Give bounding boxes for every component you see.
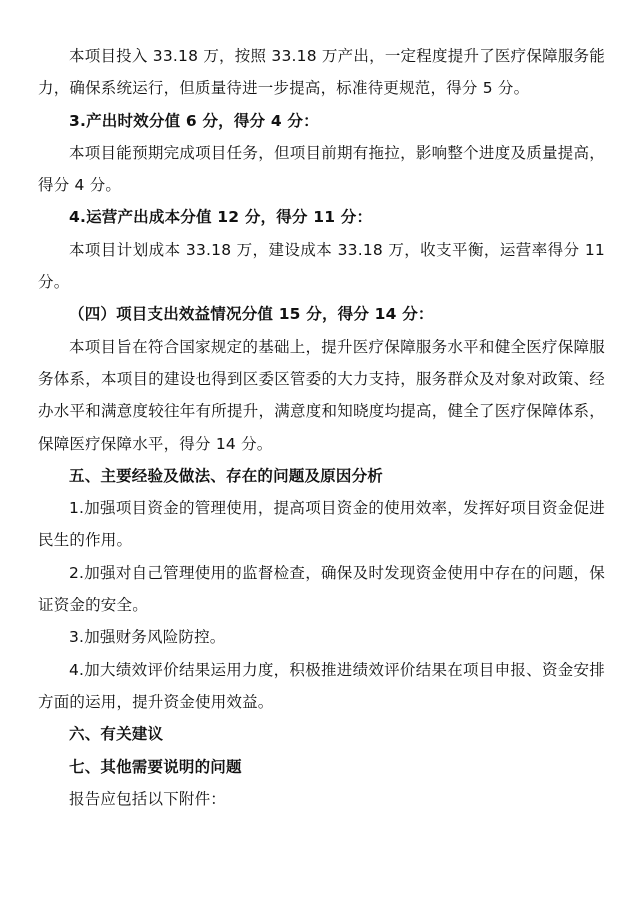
heading-output-cost: 4.运营产出成本分值 12 分，得分 11 分： (69, 208, 373, 227)
heading-suggestions: 六、有关建议 (69, 725, 164, 744)
list-item-3: 3.加强财务风险防控。 (69, 628, 226, 647)
heading-experience: 五、主要经验及做法、存在的问题及原因分析 (69, 466, 384, 485)
paragraph-output-cost: 本项目计划成本 33.18 万，建设成本 33.18 万，收支平衡，运营率得分 11 分。 (38, 240, 605, 292)
list-item-2: 2.加强对自己管理使用的监督检查，确保及时发现资金使用中存在的问题，保证资金的安全。 (38, 563, 605, 615)
paragraph-benefit: 本项目旨在符合国家规定的基础上，提升医疗保障服务水平和健全医疗保障服务体系，本项目的建设也得到区委区管委的大力支持，服务群众及对象对政策、经办水平和满意度较往年有所提升，满意度和知晓度均提高，健全了医疗保障体系，保障医疗保障水平，得分 14 分。 (38, 337, 605, 453)
list-item-4: 4.加大绩效评价结果运用力度，积极推进绩效评价结果在项目申报、资金安排方面的运用，提升资金使用效益。 (38, 660, 605, 711)
paragraph-attachments: 报告应包括以下附件： (69, 789, 227, 808)
heading-output-timeliness: 3.产出时效分值 6 分，得分 4 分： (69, 111, 319, 130)
heading-benefit: （四）项目支出效益情况分值 15 分，得分 14 分： (69, 305, 434, 324)
heading-other-issues: 七、其他需要说明的问题 (69, 757, 242, 776)
paragraph-output-timeliness: 本项目能预期完成项目任务，但项目前期有拖拉，影响整个进度及质量提高，得分 4 分。 (38, 143, 605, 195)
paragraph-output-quantity: 本项目投入 33.18 万，按照 33.18 万产出，一定程度提升了医疗保障服务能力，确保系统运行，但质量待进一步提高，标准待更规范，得分 5 分。 (38, 47, 605, 98)
list-item-1: 1.加强项目资金的管理使用，提高项目资金的使用效率，发挥好项目资金促进民生的作用。 (38, 499, 605, 550)
